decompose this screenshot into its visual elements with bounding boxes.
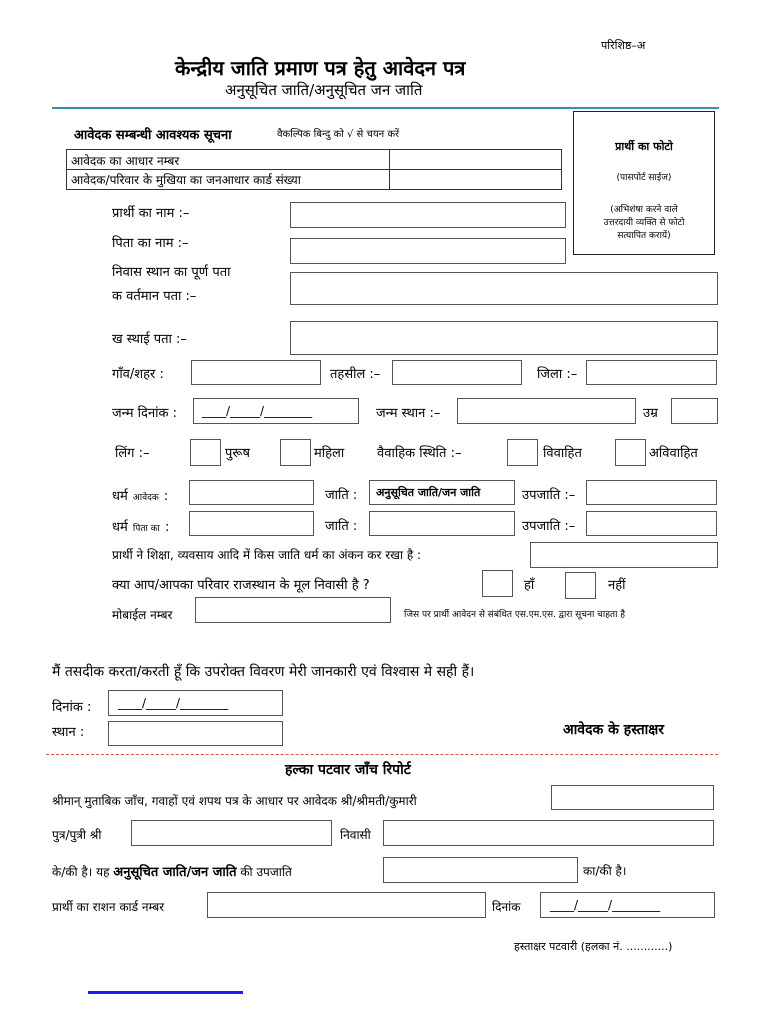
birthplace-label: जन्म स्थान :– [376, 406, 441, 421]
patwari-signature: हस्ताक्षर पटवारी (हलका नं. ............) [514, 940, 673, 953]
form-subtitle: अनुसूचित जाति/अनुसूचित जन जाति [225, 81, 423, 99]
male-checkbox[interactable] [190, 439, 221, 466]
native-no-checkbox[interactable] [565, 572, 596, 599]
current-address-input[interactable] [290, 272, 718, 305]
father-name-label: पिता का नाम :– [112, 236, 189, 251]
unmarried-label: अविवाहित [649, 446, 698, 461]
patwari-line-1: श्रीमान् मुताबिक जाँच, गवाहों एवं शपथ पत्र के आधार पर आवेदक श्री/श्रीमती/कुमारी [52, 794, 417, 808]
caste-record-question: प्रार्थी ने शिक्षा, व्यवसाय आदि में किस जाति धर्म का अंकन कर रखा है : [112, 548, 422, 562]
district-label: जिला :– [537, 367, 578, 382]
caste-line [52, 862, 292, 880]
native-question: क्या आप/आपका परिवार राजस्थान के मूल निवासी है ? [112, 578, 370, 593]
age-label: उम्र [643, 406, 658, 421]
janaadhaar-input[interactable] [391, 171, 559, 188]
applicant-name-label: प्रार्थी का नाम :– [112, 206, 190, 221]
tehsil-label: तहसील :– [330, 367, 381, 382]
patwari-date-label: दिनांक [492, 900, 521, 914]
ration-label: प्रार्थी का राशन कार्ड नम्बर [52, 900, 165, 914]
subcaste-father-input[interactable] [586, 511, 717, 536]
patwari-date-value: ____/_____/________ [550, 898, 661, 912]
religion-applicant-label: धर्म आवेदक : [112, 489, 169, 504]
photo-note-3: सत्यापित करायें) [617, 231, 671, 241]
native-yes-checkbox[interactable] [482, 570, 513, 597]
declaration-place-input[interactable] [108, 721, 283, 746]
caste-applicant-value: अनुसूचित जाति/जन जाति [376, 486, 481, 499]
unmarried-checkbox[interactable] [615, 439, 646, 466]
patwari-name-input[interactable] [551, 785, 714, 810]
religion-father-word: पिता का [132, 524, 160, 534]
appendix-label: परिशिष्ठ–अ [601, 39, 646, 52]
info-hint: वैकल्पिक बिन्दु को √ से चयन करें [277, 129, 400, 140]
patwari-heading: हल्का पटवार जाँच रिपोर्ट [285, 762, 411, 778]
male-label: पुरूष [225, 446, 250, 461]
female-checkbox[interactable] [280, 439, 311, 466]
age-input[interactable] [671, 398, 718, 424]
caste-applicant-value-box [369, 480, 515, 505]
address-label: निवास स्थान का पूर्ण पता [112, 265, 231, 280]
religion-applicant-input[interactable] [189, 480, 314, 505]
district-input[interactable] [586, 360, 717, 385]
declaration-place-label: स्थान : [52, 725, 85, 740]
section-divider [46, 754, 718, 755]
caste-line-post: की उपजाति [240, 865, 292, 879]
photo-size: (पासपोर्ट साईज) [616, 173, 672, 183]
declaration-date-value: ____/_____/________ [118, 696, 229, 710]
son-daughter-label: पुत्र/पुत्री श्री [52, 828, 102, 842]
birthplace-input[interactable] [457, 398, 636, 424]
religion-word-2: धर्म [112, 520, 128, 535]
ration-input[interactable] [207, 892, 486, 918]
header-rule [52, 107, 719, 109]
permanent-address-input[interactable] [290, 321, 718, 355]
native-yes-label: हाँ [524, 578, 535, 593]
resident-input[interactable] [383, 820, 714, 846]
village-label: गाँव/शहर : [112, 367, 164, 382]
native-no-label: नहीं [608, 578, 626, 593]
form-title: केन्द्रीय जाति प्रमाण पत्र हेतु आवेदन पत्र [175, 56, 466, 80]
marital-label: वैवाहिक स्थिति :– [377, 446, 462, 461]
aadhaar-input[interactable] [391, 151, 559, 168]
aadhaar-label: आवेदक का आधार नम्बर [71, 154, 180, 168]
dob-input[interactable] [193, 398, 359, 424]
photo-title: प्रार्थी का फोटो [615, 140, 673, 153]
photo-note-2: उत्तरदायी व्यक्ति से फोटो [603, 218, 685, 228]
caste-father-input[interactable] [369, 511, 515, 536]
link-underline[interactable] [88, 991, 243, 994]
declaration-text: मैं तसदीक करता/करती हूँ कि उपरोक्त विवरण मेरी जानकारी एवं विश्वास मे सही हैं। [52, 664, 475, 680]
caste-father-label: जाति : [325, 519, 358, 534]
resident-label: निवासी [340, 828, 371, 842]
married-checkbox[interactable] [507, 439, 538, 466]
father-name-patwari-input[interactable] [131, 820, 332, 846]
caste-line-pre: के/की है। यह [52, 865, 110, 879]
caste-line-bold: अनुसूचित जाति/जन जाति [113, 865, 237, 880]
caste-record-input[interactable] [530, 542, 718, 568]
religion-applicant-word: आवेदक [132, 493, 159, 503]
janaadhaar-label: आवेदक/परिवार के मुखिया का जनआधार कार्ड संख्या [71, 173, 301, 187]
dob-label: जन्म दिनांक : [112, 406, 178, 421]
patwari-subcaste-input[interactable] [383, 857, 578, 883]
declaration-date-label: दिनांक : [52, 700, 92, 715]
religion-word: धर्म [112, 489, 128, 504]
permanent-address-label: ख स्थाई पता :– [112, 332, 187, 347]
mobile-label: मोबाईल नम्बर [112, 608, 173, 622]
current-address-label: क वर्तमान पता :– [112, 289, 197, 304]
religion-father-label: धर्म पिता का : [112, 520, 170, 535]
married-label: विवाहित [543, 446, 582, 461]
photo-note-1: (अभिशंषा करने वाले [610, 205, 678, 215]
applicant-name-input[interactable] [290, 202, 566, 228]
village-input[interactable] [191, 360, 321, 385]
patwari-date-input[interactable] [540, 892, 715, 918]
info-heading: आवेदक सम्बन्धी आवश्यक सूचना [74, 128, 232, 143]
tehsil-input[interactable] [392, 360, 522, 385]
subcaste-father-label: उपजाति :– [522, 519, 576, 534]
subcaste-applicant-input[interactable] [586, 480, 717, 505]
father-name-input[interactable] [290, 238, 566, 264]
female-label: महिला [314, 446, 345, 461]
gender-label: लिंग :– [115, 446, 150, 461]
mobile-note: जिस पर प्रार्थी आवेदन से संबंधित एस.एम.एस. द्वारा सूचना चाहता है [404, 610, 626, 620]
dob-value: ____/_____/________ [202, 404, 313, 418]
caste-applicant-label: जाति : [325, 488, 358, 503]
religion-father-input[interactable] [189, 511, 314, 536]
photo-box[interactable] [573, 111, 715, 255]
applicant-signature-label: आवेदक के हस्ताक्षर [563, 722, 665, 738]
mobile-input[interactable] [195, 597, 391, 623]
subcaste-applicant-label: उपजाति :– [522, 488, 576, 503]
ka-ki-label: का/की है। [583, 864, 627, 878]
declaration-date-input[interactable] [108, 690, 283, 716]
id-table [66, 149, 562, 190]
